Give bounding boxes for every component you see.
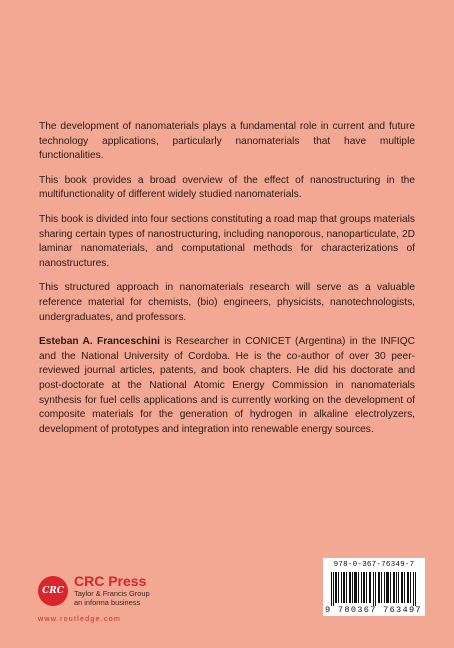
barcode-icon bbox=[331, 572, 419, 606]
publisher-url: www.routledge.com bbox=[38, 614, 122, 623]
isbn-digits: 9 780367 763497 bbox=[325, 605, 422, 615]
publisher-name: CRC Press bbox=[74, 573, 147, 589]
publisher-logo bbox=[38, 572, 178, 628]
blurb-paragraph-1: The development of nanomaterials plays a fundamental role in current and future technology applications, particularly nanomaterials that have multiple functionalities. bbox=[39, 121, 415, 162]
crc-logo-icon: CRC bbox=[38, 576, 68, 606]
publisher-tagline: an informa business bbox=[74, 598, 141, 607]
back-cover-blurb bbox=[39, 120, 415, 447]
blurb-paragraph-3: This book is divided into four sections constituting a road map that groups materials sharing certain types of nanostructuring, including nanoporous, nanoparticulate, 2D laminar nanomaterials, and computational methods for characterizations of nanostructures. bbox=[39, 213, 416, 269]
blurb-paragraph-2: This book provides a broad overview of the effect of nanostructuring in the multifunctionality of different widely studied nanomaterials. bbox=[39, 174, 415, 201]
blurb-paragraph-4: This structured approach in nanomaterials research will serve as a valuable reference material for chemists, (bio) engineers, physicists, nanotechnologists, undergraduates, and professors. bbox=[39, 282, 415, 323]
author-bio bbox=[39, 335, 415, 437]
author-bio-text: is Researcher in CONICET (Argentina) in the INFIQC and the National University of Cordoba. He is the co-author of over 30 peer-reviewed journal articles, patents, and book chapters. He did his doctorate and post-doctorate at the National Atomic Energy Commission in nanomaterials synthesis for fuel cells applications and is currently working on the development of composite materials for the generation of hydrogen in alkaline electrolyzers, development of prototypes and integration into renewable energy sources. bbox=[39, 336, 415, 435]
publisher-name-block bbox=[74, 574, 150, 607]
isbn-text: 978-0-367-76349-7 bbox=[333, 561, 415, 569]
author-name: Esteban A. Franceschini bbox=[39, 336, 160, 348]
isbn-barcode bbox=[323, 558, 425, 616]
publisher-group: Taylor & Francis Group bbox=[74, 589, 150, 598]
